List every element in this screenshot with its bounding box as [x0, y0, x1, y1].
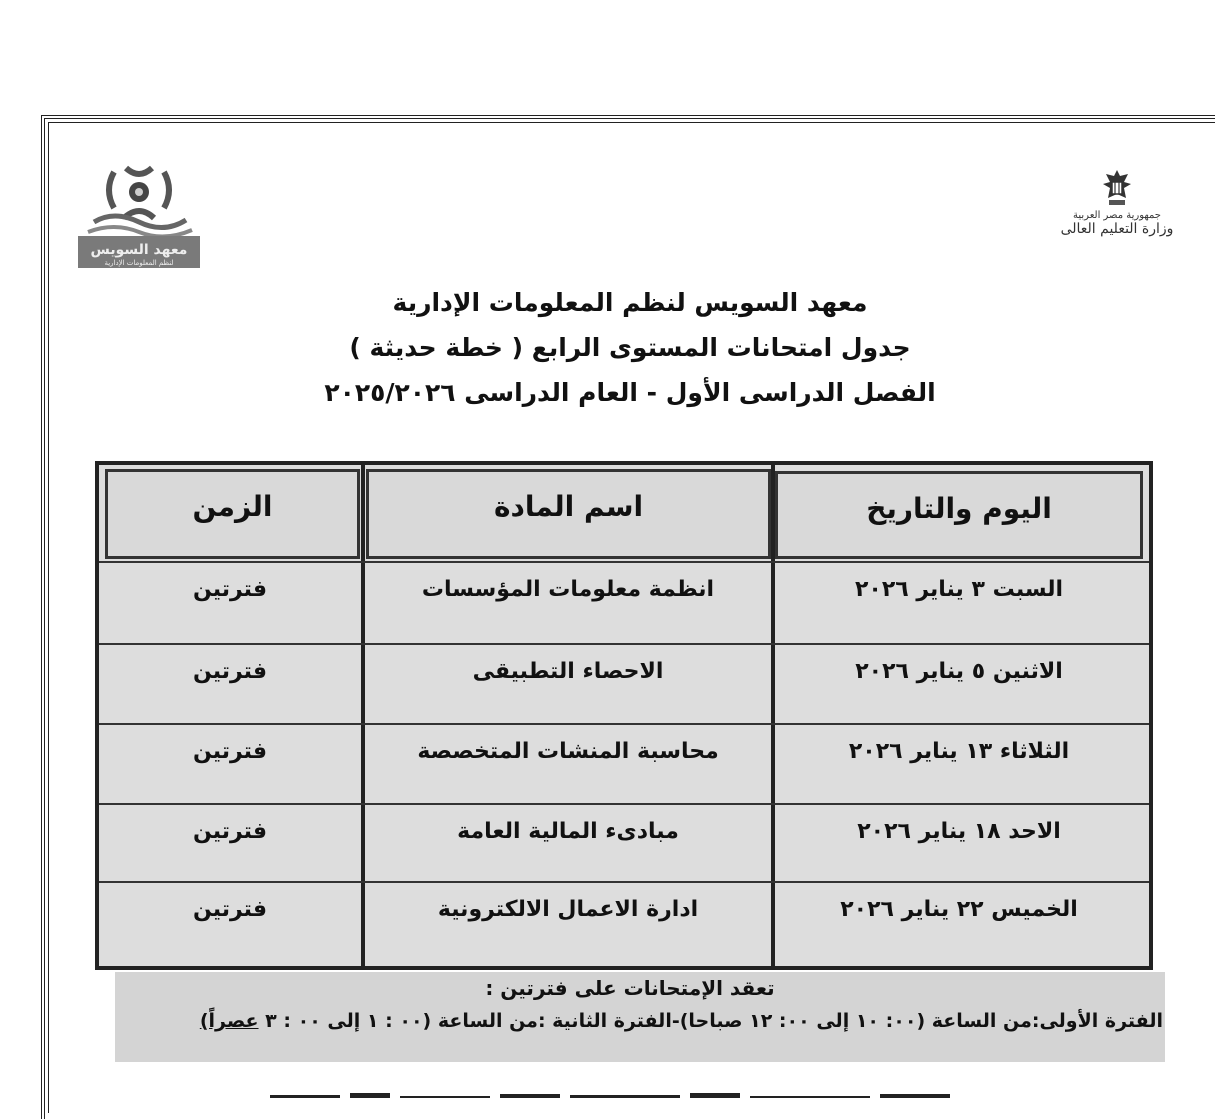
ministry-logo: [1058, 168, 1176, 268]
row-2-date: الاثنين ٥ يناير ٢٠٢٦: [855, 659, 1063, 684]
ministry-name: وزارة التعليم العالى: [1060, 221, 1174, 237]
exam-schedule-table: [95, 461, 1153, 970]
notes-periods-text: الفترة الأولى:من الساعة (٠٠: ١٠ إلى ٠٠: ١٢ صباحا)-الفترة الثانية :من الساعة (٠٠ : ١ إلى ٠٠ : ٣: [265, 1010, 1163, 1032]
header-date: اليوم والتاريخ: [775, 471, 1143, 559]
row-3-time: فترتين: [192, 739, 268, 764]
ministry-country: جمهورية مصر العربية: [1073, 210, 1161, 221]
institute-logo-subtext: لنظم المعلومات الإدارية: [104, 259, 174, 267]
notes-heading: تعقد الإمتحانات على فترتين :: [485, 976, 775, 1000]
row-1-subject: انظمة معلومات المؤسسات: [421, 577, 715, 602]
row-3-subject: محاسبة المنشات المتخصصة: [417, 739, 719, 764]
row-2-subject: الاحصاء التطبيقى: [472, 659, 664, 684]
term-title: الفصل الدراسى الأول - العام الدراسى ٢٠٢٥/٢٠٢٦: [324, 378, 936, 407]
row-5-time: فترتين: [192, 897, 268, 922]
header-subject: اسم المادة: [366, 469, 771, 559]
cutoff-text-line: [250, 1086, 1010, 1098]
header-time: الزمن: [105, 469, 360, 559]
row-4-time: فترتين: [192, 819, 268, 844]
institute-title: معهد السويس لنظم المعلومات الإدارية: [392, 288, 868, 317]
institute-logo-text: معهد السويس: [90, 242, 188, 258]
title-block: [200, 280, 1060, 415]
notes-periods-end: عصراً): [199, 1010, 259, 1032]
row-5-subject: ادارة الاعمال الالكترونية: [437, 897, 699, 922]
row-2-time: فترتين: [192, 659, 268, 684]
row-1-date: السبت ٣ يناير ٢٠٢٦: [854, 577, 1064, 602]
notes-periods: [130, 1010, 1163, 1032]
institute-logo: [74, 160, 204, 272]
schedule-title: جدول امتحانات المستوى الرابع ( خطة حديثة ): [349, 333, 911, 362]
eagle-emblem-icon: [1100, 168, 1134, 208]
row-4-subject: مبادىء المالية العامة: [457, 819, 679, 844]
row-3-date: الثلاثاء ١٣ يناير ٢٠٢٦: [848, 739, 1070, 764]
row-5-date: الخميس ٢٢ يناير ٢٠٢٦: [840, 897, 1078, 922]
row-4-date: الاحد ١٨ يناير ٢٠٢٦: [857, 819, 1061, 844]
row-1-time: فترتين: [192, 577, 268, 602]
